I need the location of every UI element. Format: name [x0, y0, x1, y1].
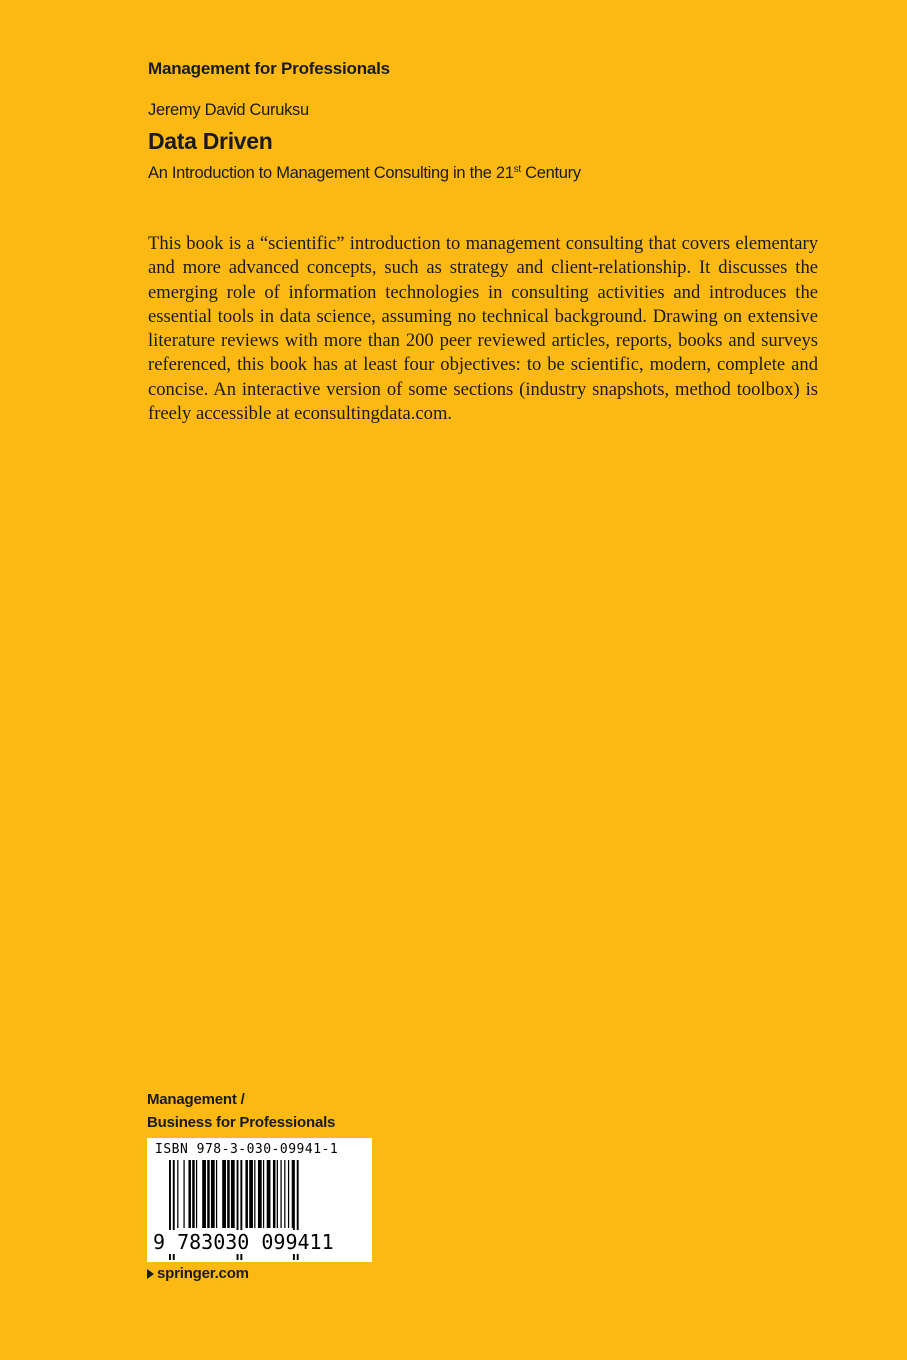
barcode-bar	[280, 1160, 281, 1228]
book-title: Data Driven	[148, 128, 273, 154]
publisher-link[interactable]	[147, 1265, 249, 1282]
author-name: Jeremy David Curuksu	[148, 101, 309, 119]
barcode-bar	[288, 1160, 289, 1228]
barcode-bar	[258, 1160, 262, 1228]
barcode-bar	[207, 1160, 210, 1228]
subtitle-text-end: Century	[520, 164, 581, 182]
barcode-bar	[263, 1160, 264, 1228]
barcode-bar	[196, 1160, 197, 1228]
barcode-bar	[216, 1160, 217, 1228]
subject-category	[147, 1088, 335, 1134]
category-line: Management /	[147, 1091, 245, 1108]
barcode-bar	[277, 1160, 278, 1228]
barcode-bar	[273, 1160, 276, 1228]
book-description: This book is a “scientific” introduction to management consulting that covers elementary and more advanced concepts, such as strategy and client-relationship. It discusses the emerging role of information technologies in consulting activities and introduces the essential tools in data science, assuming no technical background. Drawing on extensive literature reviews with more than 200 peer reviewed articles, reports, books and surveys referenced, this book has at least four objectives: to be scientific, modern, complete and concise. An interactive version of some sections (industry snapshots, method toolbox) is freely accessible at econsultingdata.com.	[148, 233, 818, 425]
isbn-barcode	[147, 1138, 372, 1262]
subtitle-superscript: st	[513, 164, 521, 175]
series-name: Management for Professionals	[148, 59, 390, 78]
barcode-bar	[211, 1160, 215, 1228]
book-subtitle	[148, 164, 581, 183]
barcode-bar	[267, 1160, 271, 1228]
barcode-bar	[202, 1160, 206, 1228]
barcode-bar	[177, 1160, 178, 1228]
publisher-url: springer.com	[157, 1265, 249, 1282]
barcode-bar	[183, 1160, 184, 1228]
barcode-bar	[222, 1160, 226, 1228]
ean-digits: 9 783030 099411	[153, 1230, 334, 1254]
barcode-bar	[231, 1160, 235, 1228]
isbn-number: ISBN 978-3-030-09941-1	[155, 1142, 339, 1157]
barcode-bar	[188, 1160, 191, 1228]
barcode-bar	[292, 1160, 293, 1228]
barcode-bar	[284, 1160, 285, 1228]
barcode-bar	[192, 1160, 195, 1228]
category-line: Business for Professionals	[147, 1114, 336, 1131]
barcode-bar	[249, 1160, 253, 1228]
arrow-right-icon	[147, 1269, 154, 1279]
barcode-bar	[227, 1160, 230, 1228]
subtitle-text: An Introduction to Management Consulting in the 21	[148, 164, 514, 182]
barcode-bar	[254, 1160, 255, 1228]
barcode-bar	[245, 1160, 248, 1228]
